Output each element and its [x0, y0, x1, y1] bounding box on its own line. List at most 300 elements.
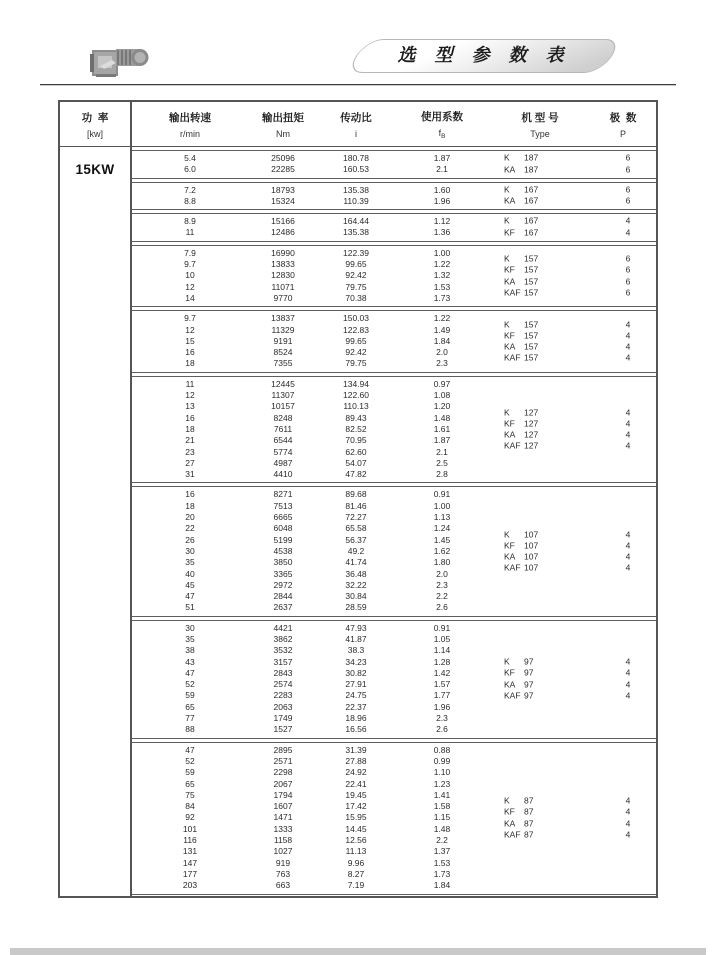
type-size: 157 — [524, 318, 539, 329]
cell-speed: 18 — [185, 358, 195, 369]
cell-speed: 31 — [185, 469, 195, 480]
cell-service-factor: 1.36 — [433, 227, 451, 238]
cell-speed: 30 — [185, 622, 195, 633]
type-prefix: KA — [504, 818, 516, 829]
cell-torque: 4538 — [273, 545, 293, 556]
cell-torque: 12445 — [271, 378, 295, 389]
header-ratio-label: 传动比 — [340, 111, 372, 124]
type-prefix: K — [504, 318, 510, 329]
poles-value: 6 — [625, 253, 631, 264]
cell-ratio: 70.38 — [345, 292, 367, 303]
cell-torque: 1333 — [273, 823, 293, 834]
block-types — [504, 216, 648, 239]
power-value: 15KW — [75, 162, 115, 177]
type-line — [504, 668, 648, 679]
table-row — [132, 591, 656, 602]
block-types — [504, 319, 648, 364]
cell-ratio: 56.37 — [345, 534, 367, 545]
poles-value: 4 — [625, 551, 631, 562]
cell-ratio: 15.95 — [345, 812, 367, 823]
cell-torque: 1471 — [273, 812, 293, 823]
type-prefix: KAF — [504, 287, 521, 298]
poles-value: 4 — [625, 352, 631, 363]
cell-ratio: 92.42 — [345, 270, 367, 281]
cell-ratio: 47.93 — [345, 622, 367, 633]
table-row — [132, 846, 656, 857]
cell-torque: 2063 — [273, 701, 293, 712]
type-line — [504, 253, 648, 264]
cell-speed: 45 — [185, 579, 195, 590]
cell-speed: 13 — [185, 401, 195, 412]
cell-torque: 10157 — [271, 401, 295, 412]
cell-speed: 84 — [185, 801, 195, 812]
cell-torque: 4410 — [273, 469, 293, 480]
cell-speed: 51 — [185, 602, 195, 613]
cell-service-factor: 1.48 — [433, 412, 451, 423]
table-block — [132, 486, 656, 616]
header-type — [490, 102, 590, 146]
cell-speed: 92 — [185, 812, 195, 823]
type-prefix: KA — [504, 195, 516, 206]
cell-speed: 177 — [182, 868, 198, 879]
cell-ratio: 99.65 — [345, 259, 367, 270]
type-line — [504, 342, 648, 353]
cell-torque: 4421 — [273, 622, 293, 633]
cell-speed: 12 — [185, 390, 195, 401]
cell-torque: 2844 — [273, 591, 293, 602]
cell-speed: 65 — [185, 778, 195, 789]
type-line — [504, 216, 648, 227]
type-size: 167 — [524, 184, 539, 195]
cell-service-factor: 1.87 — [433, 153, 451, 163]
cell-service-factor: 1.61 — [433, 423, 451, 434]
table-row — [132, 623, 656, 634]
type-line — [504, 287, 648, 298]
table-row — [132, 489, 656, 500]
cell-ratio: 24.75 — [345, 690, 367, 701]
type-prefix: KAF — [504, 690, 521, 701]
cell-speed: 16 — [185, 412, 195, 423]
cell-speed: 16 — [185, 489, 195, 500]
cell-torque: 1607 — [273, 801, 293, 812]
block-types — [504, 529, 648, 574]
table-row — [132, 756, 656, 767]
type-size: 157 — [524, 264, 539, 275]
cell-torque: 2298 — [273, 767, 293, 778]
cell-ratio: 27.91 — [345, 679, 367, 690]
table-row — [132, 469, 656, 480]
type-prefix: K — [504, 528, 510, 539]
type-line — [504, 418, 648, 429]
cell-service-factor: 2.5 — [436, 457, 448, 468]
cell-speed: 65 — [185, 701, 195, 712]
cell-torque: 6665 — [273, 512, 293, 523]
header-speed-unit: r/min — [180, 128, 200, 139]
cell-service-factor: 0.88 — [433, 744, 451, 755]
cell-speed: 6.0 — [184, 164, 196, 175]
cell-torque: 2843 — [273, 667, 293, 678]
cell-ratio: 135.38 — [343, 184, 369, 195]
header-type-unit: Type — [530, 128, 550, 139]
type-prefix: KF — [504, 540, 515, 551]
type-line — [504, 196, 648, 207]
cell-service-factor: 2.8 — [436, 469, 448, 480]
cell-speed: 20 — [185, 512, 195, 523]
header-poles-label: 极 数 — [609, 111, 637, 124]
cell-ratio: 16.56 — [345, 724, 367, 735]
cell-service-factor: 1.15 — [433, 812, 451, 823]
type-size: 107 — [524, 540, 539, 551]
cell-torque: 763 — [275, 868, 291, 879]
cell-ratio: 47.82 — [345, 469, 367, 480]
cell-ratio: 160.53 — [343, 164, 369, 175]
cell-ratio: 24.92 — [345, 767, 367, 778]
power-column — [60, 147, 132, 896]
table-block — [132, 245, 656, 307]
cell-torque: 13833 — [271, 259, 295, 270]
poles-value: 4 — [625, 656, 631, 667]
table-row — [132, 512, 656, 523]
cell-ratio: 41.74 — [345, 557, 367, 568]
cell-speed: 11 — [185, 378, 195, 389]
cell-service-factor: 0.91 — [433, 489, 451, 500]
cell-service-factor: 1.96 — [433, 701, 451, 712]
cell-service-factor: 2.3 — [436, 358, 448, 369]
type-line — [504, 330, 648, 341]
cell-speed: 22 — [185, 523, 195, 534]
cell-service-factor: 1.57 — [433, 679, 451, 690]
cell-speed: 101 — [182, 823, 198, 834]
header-service-factor — [394, 102, 490, 146]
cell-service-factor: 1.32 — [433, 270, 451, 281]
type-prefix: KF — [504, 667, 515, 678]
header-poles — [590, 102, 656, 146]
table-row — [132, 767, 656, 778]
type-size: 157 — [524, 352, 539, 363]
header-type-label: 机 型 号 — [521, 111, 559, 124]
type-size: 107 — [524, 528, 539, 539]
cell-service-factor: 1.37 — [433, 846, 451, 857]
cell-ratio: 180.78 — [343, 153, 369, 163]
table-row — [132, 602, 656, 613]
cell-speed: 7.9 — [184, 247, 196, 258]
cell-service-factor: 1.96 — [433, 195, 451, 206]
cell-speed: 11 — [185, 227, 195, 238]
header-torque-unit: Nm — [276, 128, 290, 139]
cell-ratio: 36.48 — [345, 568, 367, 579]
cell-ratio: 31.39 — [345, 744, 367, 755]
table-row — [132, 580, 656, 591]
poles-value: 6 — [625, 264, 631, 275]
cell-torque: 2283 — [273, 690, 293, 701]
type-prefix: K — [504, 253, 510, 264]
cell-speed: 12 — [185, 281, 195, 292]
cell-torque: 2895 — [273, 744, 293, 755]
type-line — [504, 153, 648, 164]
poles-value: 4 — [625, 330, 631, 341]
poles-value: 4 — [625, 406, 631, 417]
header-torque — [248, 102, 318, 146]
cell-torque: 11307 — [271, 390, 295, 401]
type-prefix: KF — [504, 264, 515, 275]
cell-service-factor: 0.91 — [433, 622, 451, 633]
cell-ratio: 164.44 — [343, 216, 369, 227]
type-line — [504, 552, 648, 563]
poles-value: 4 — [625, 562, 631, 573]
cell-ratio: 110.39 — [343, 195, 369, 206]
cell-speed: 203 — [182, 880, 198, 891]
type-size: 157 — [524, 341, 539, 352]
type-line — [504, 319, 648, 330]
cell-service-factor: 1.23 — [433, 778, 451, 789]
cell-torque: 2067 — [273, 778, 293, 789]
cell-speed: 8.9 — [184, 216, 196, 227]
cell-speed: 38 — [185, 645, 195, 656]
cell-speed: 5.4 — [184, 153, 196, 163]
table-block — [132, 742, 656, 895]
cell-ratio: 30.82 — [345, 667, 367, 678]
cell-torque: 22285 — [271, 164, 295, 175]
type-size: 167 — [524, 216, 539, 227]
type-size: 107 — [524, 562, 539, 573]
poles-value: 4 — [625, 429, 631, 440]
cell-ratio: 41.87 — [345, 633, 367, 644]
cell-service-factor: 2.3 — [436, 579, 448, 590]
cell-ratio: 27.88 — [345, 755, 367, 766]
cell-torque: 6544 — [273, 435, 293, 446]
type-size: 97 — [524, 667, 534, 678]
type-prefix: KA — [504, 551, 516, 562]
cell-torque: 3365 — [273, 568, 293, 579]
type-prefix: KA — [504, 164, 516, 175]
cell-torque: 8524 — [273, 347, 293, 358]
poles-value: 4 — [625, 818, 631, 829]
cell-service-factor: 1.62 — [433, 545, 451, 556]
cell-service-factor: 2.6 — [436, 602, 448, 613]
cell-ratio: 62.60 — [345, 446, 367, 457]
cell-torque: 9770 — [273, 292, 293, 303]
type-line — [504, 407, 648, 418]
type-prefix: KAF — [504, 352, 521, 363]
type-line — [504, 540, 648, 551]
cell-speed: 59 — [185, 767, 195, 778]
cell-torque: 1027 — [273, 846, 293, 857]
type-line — [504, 795, 648, 806]
cell-speed: 9.7 — [184, 259, 196, 270]
cell-torque: 2972 — [273, 579, 293, 590]
cell-ratio: 28.59 — [345, 602, 367, 613]
cell-speed: 30 — [185, 545, 195, 556]
block-types — [504, 407, 648, 452]
cell-service-factor: 1.22 — [433, 259, 451, 270]
cell-speed: 26 — [185, 534, 195, 545]
cell-service-factor: 1.20 — [433, 401, 451, 412]
poles-value: 6 — [625, 276, 631, 287]
table-row — [132, 779, 656, 790]
type-size: 87 — [524, 829, 534, 840]
cell-service-factor: 1.45 — [433, 534, 451, 545]
header-power-label: 功 率 — [81, 111, 109, 124]
cell-service-factor: 2.2 — [436, 591, 448, 602]
cell-ratio: 81.46 — [345, 500, 367, 511]
cell-ratio: 32.22 — [345, 579, 367, 590]
type-prefix: KF — [504, 418, 515, 429]
cell-service-factor: 1.22 — [433, 313, 451, 324]
type-prefix: KA — [504, 341, 516, 352]
type-prefix: K — [504, 406, 510, 417]
cell-service-factor: 1.00 — [433, 500, 451, 511]
cell-ratio: 54.07 — [345, 457, 367, 468]
cell-ratio: 34.23 — [345, 656, 367, 667]
table-blocks — [132, 147, 656, 896]
cell-torque: 9191 — [273, 335, 293, 346]
cell-torque: 8248 — [273, 412, 293, 423]
cell-torque: 5199 — [273, 534, 293, 545]
cell-torque: 11071 — [271, 281, 295, 292]
type-line — [504, 441, 648, 452]
block-types — [504, 657, 648, 702]
type-prefix: K — [504, 184, 510, 195]
type-size: 107 — [524, 551, 539, 562]
cell-torque: 7611 — [273, 423, 293, 434]
cell-torque: 5774 — [273, 446, 293, 457]
page-bottom-edge — [10, 948, 706, 955]
cell-torque: 13837 — [271, 313, 295, 324]
cell-torque: 919 — [275, 857, 291, 868]
poles-value: 4 — [625, 690, 631, 701]
poles-value: 4 — [625, 318, 631, 329]
cell-torque: 12486 — [271, 227, 295, 238]
block-types — [504, 795, 648, 840]
type-size: 127 — [524, 418, 539, 429]
block-types — [504, 185, 648, 208]
cell-ratio: 22.41 — [345, 778, 367, 789]
cell-ratio: 110.13 — [343, 401, 369, 412]
cell-service-factor: 1.60 — [433, 184, 451, 195]
poles-value: 4 — [625, 341, 631, 352]
cell-speed: 16 — [185, 347, 195, 358]
cell-service-factor: 1.87 — [433, 435, 451, 446]
type-line — [504, 353, 648, 364]
page-title: 选 型 参 数 表 — [397, 45, 571, 65]
poles-value: 6 — [625, 195, 631, 206]
cell-ratio: 89.43 — [345, 412, 367, 423]
type-prefix: KF — [504, 806, 515, 817]
type-size: 167 — [524, 195, 539, 206]
table-row — [132, 745, 656, 756]
header-service-factor-label: 使用系数 — [421, 110, 463, 123]
block-types — [504, 153, 648, 176]
table-block — [132, 213, 656, 242]
page-title-banner — [356, 39, 612, 73]
cell-ratio: 134.94 — [343, 378, 369, 389]
cell-service-factor: 1.12 — [433, 216, 451, 227]
cell-service-factor: 2.1 — [436, 446, 448, 457]
table-row — [132, 458, 656, 469]
cell-torque: 2574 — [273, 679, 293, 690]
poles-value: 6 — [625, 153, 631, 163]
cell-ratio: 17.42 — [345, 801, 367, 812]
cell-ratio: 14.45 — [345, 823, 367, 834]
table-row — [132, 724, 656, 735]
header-ratio-unit: i — [355, 128, 357, 139]
table-block — [132, 620, 656, 739]
cell-speed: 23 — [185, 446, 195, 457]
cell-torque: 6048 — [273, 523, 293, 534]
cell-torque: 8271 — [273, 489, 293, 500]
cell-ratio: 70.95 — [345, 435, 367, 446]
type-line — [504, 430, 648, 441]
type-size: 157 — [524, 287, 539, 298]
type-size: 127 — [524, 429, 539, 440]
cell-speed: 18 — [185, 500, 195, 511]
header-poles-unit: P — [619, 128, 626, 139]
selection-parameter-table — [58, 100, 658, 898]
type-line — [504, 529, 648, 540]
type-line — [504, 563, 648, 574]
cell-torque: 16990 — [271, 247, 295, 258]
cell-speed: 7.2 — [184, 184, 196, 195]
type-line — [504, 265, 648, 276]
cell-speed: 8.8 — [184, 195, 196, 206]
type-line — [504, 276, 648, 287]
cell-torque: 15166 — [271, 216, 295, 227]
cell-ratio: 150.03 — [343, 313, 369, 324]
type-size: 127 — [524, 406, 539, 417]
cell-speed: 27 — [185, 457, 195, 468]
cell-service-factor: 1.13 — [433, 512, 451, 523]
header-speed-label: 输出转速 — [169, 111, 211, 124]
cell-service-factor: 1.42 — [433, 667, 451, 678]
type-prefix: KF — [504, 330, 515, 341]
table-row — [132, 645, 656, 656]
type-line — [504, 657, 648, 668]
cell-speed: 59 — [185, 690, 195, 701]
cell-speed: 35 — [185, 633, 195, 644]
type-line — [504, 807, 648, 818]
type-line — [504, 185, 648, 196]
cell-ratio: 11.13 — [345, 846, 367, 857]
poles-value: 4 — [625, 528, 631, 539]
cell-torque: 1749 — [273, 713, 293, 724]
table-row — [132, 869, 656, 880]
cell-torque: 4987 — [273, 457, 293, 468]
header-service-factor-unit: $f_B$ — [438, 127, 446, 140]
cell-speed: 43 — [185, 656, 195, 667]
table-body — [60, 147, 656, 896]
type-line — [504, 690, 648, 701]
table-block — [132, 376, 656, 484]
block-types — [504, 253, 648, 298]
cell-torque: 7513 — [273, 500, 293, 511]
cell-speed: 18 — [185, 423, 195, 434]
cell-service-factor: 0.99 — [433, 755, 451, 766]
type-prefix: K — [504, 153, 510, 163]
cell-ratio: 18.96 — [345, 713, 367, 724]
type-prefix: K — [504, 795, 510, 806]
type-size: 87 — [524, 806, 534, 817]
cell-service-factor: 1.84 — [433, 880, 451, 891]
gearmotor-illustration — [86, 40, 154, 82]
type-size: 187 — [524, 164, 539, 175]
cell-speed: 9.7 — [184, 313, 196, 324]
cell-service-factor: 1.00 — [433, 247, 451, 258]
cell-service-factor: 2.3 — [436, 713, 448, 724]
header-power — [60, 102, 132, 146]
table-row — [132, 379, 656, 390]
table-row — [132, 858, 656, 869]
poles-value: 4 — [625, 667, 631, 678]
